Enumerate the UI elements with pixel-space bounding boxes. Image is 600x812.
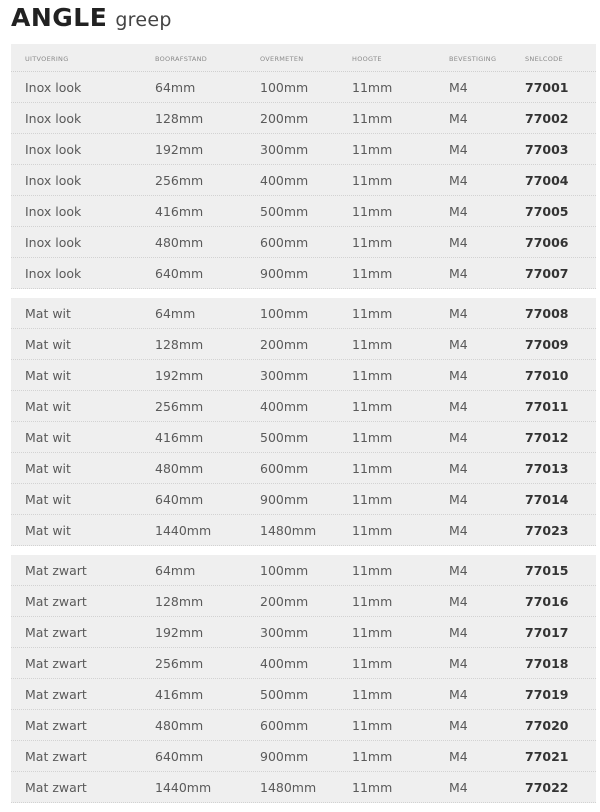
- cell-uitvoering: Inox look: [25, 235, 82, 250]
- cell-snelcode: 77010: [525, 368, 569, 383]
- cell-boorafstand: 192mm: [155, 625, 204, 640]
- cell-overmeten: 500mm: [260, 204, 309, 219]
- table-row: [11, 72, 596, 103]
- cell-boorafstand: 480mm: [155, 235, 204, 250]
- cell-boorafstand: 64mm: [155, 80, 196, 95]
- cell-overmeten: 500mm: [260, 430, 309, 445]
- cell-overmeten: 600mm: [260, 235, 309, 250]
- cell-snelcode: 77006: [525, 235, 569, 250]
- table-row: [11, 555, 596, 586]
- cell-snelcode: 77021: [525, 749, 569, 764]
- cell-bevestiging: M4: [449, 111, 468, 126]
- cell-snelcode: 77015: [525, 563, 569, 578]
- table-row: [11, 453, 596, 484]
- cell-uitvoering: Mat wit: [25, 399, 71, 414]
- cell-boorafstand: 256mm: [155, 399, 204, 414]
- page-title: [11, 3, 172, 41]
- table-row: [11, 772, 596, 803]
- cell-snelcode: 77011: [525, 399, 569, 414]
- cell-hoogte: 11mm: [352, 594, 393, 609]
- cell-bevestiging: M4: [449, 718, 468, 733]
- cell-overmeten: 100mm: [260, 563, 309, 578]
- cell-hoogte: 11mm: [352, 461, 393, 476]
- cell-hoogte: 11mm: [352, 337, 393, 352]
- cell-overmeten: 300mm: [260, 142, 309, 157]
- cell-boorafstand: 256mm: [155, 173, 204, 188]
- cell-bevestiging: M4: [449, 563, 468, 578]
- cell-overmeten: 600mm: [260, 718, 309, 733]
- cell-uitvoering: Inox look: [25, 142, 82, 157]
- cell-uitvoering: Inox look: [25, 204, 82, 219]
- cell-overmeten: 900mm: [260, 492, 309, 507]
- cell-boorafstand: 416mm: [155, 430, 204, 445]
- cell-bevestiging: M4: [449, 204, 468, 219]
- cell-bevestiging: M4: [449, 749, 468, 764]
- cell-snelcode: 77017: [525, 625, 569, 640]
- column-header-snelcode: SNELCODE: [525, 55, 563, 63]
- cell-snelcode: 77013: [525, 461, 569, 476]
- cell-hoogte: 11mm: [352, 111, 393, 126]
- cell-boorafstand: 128mm: [155, 337, 204, 352]
- cell-uitvoering: Mat wit: [25, 306, 71, 321]
- cell-boorafstand: 64mm: [155, 563, 196, 578]
- cell-overmeten: 900mm: [260, 749, 309, 764]
- table-row: [11, 586, 596, 617]
- cell-boorafstand: 640mm: [155, 492, 204, 507]
- cell-bevestiging: M4: [449, 594, 468, 609]
- cell-overmeten: 900mm: [260, 266, 309, 281]
- cell-boorafstand: 192mm: [155, 368, 204, 383]
- cell-bevestiging: M4: [449, 173, 468, 188]
- cell-snelcode: 77002: [525, 111, 569, 126]
- row-group: [11, 72, 596, 289]
- column-header-bevestiging: BEVESTIGING: [449, 55, 497, 63]
- cell-overmeten: 200mm: [260, 594, 309, 609]
- cell-overmeten: 100mm: [260, 306, 309, 321]
- cell-boorafstand: 128mm: [155, 111, 204, 126]
- cell-snelcode: 77004: [525, 173, 569, 188]
- cell-uitvoering: Mat zwart: [25, 563, 87, 578]
- cell-boorafstand: 1440mm: [155, 780, 212, 795]
- cell-overmeten: 400mm: [260, 173, 309, 188]
- title-product-name: ANGLE: [11, 3, 108, 32]
- column-header-overmeten: OVERMETEN: [260, 55, 304, 63]
- cell-bevestiging: M4: [449, 399, 468, 414]
- cell-snelcode: 77019: [525, 687, 569, 702]
- cell-bevestiging: M4: [449, 235, 468, 250]
- table-row: [11, 258, 596, 289]
- table-row: [11, 391, 596, 422]
- cell-hoogte: 11mm: [352, 173, 393, 188]
- cell-bevestiging: M4: [449, 430, 468, 445]
- cell-hoogte: 11mm: [352, 399, 393, 414]
- cell-hoogte: 11mm: [352, 718, 393, 733]
- cell-hoogte: 11mm: [352, 625, 393, 640]
- cell-snelcode: 77022: [525, 780, 569, 795]
- cell-snelcode: 77020: [525, 718, 569, 733]
- cell-uitvoering: Mat zwart: [25, 656, 87, 671]
- cell-hoogte: 11mm: [352, 235, 393, 250]
- cell-boorafstand: 416mm: [155, 687, 204, 702]
- table-row: [11, 679, 596, 710]
- cell-snelcode: 77018: [525, 656, 569, 671]
- cell-boorafstand: 480mm: [155, 461, 204, 476]
- cell-bevestiging: M4: [449, 492, 468, 507]
- cell-uitvoering: Mat zwart: [25, 594, 87, 609]
- table-row: [11, 648, 596, 679]
- cell-uitvoering: Mat wit: [25, 430, 71, 445]
- cell-hoogte: 11mm: [352, 430, 393, 445]
- cell-snelcode: 77005: [525, 204, 569, 219]
- table-row: [11, 515, 596, 546]
- cell-hoogte: 11mm: [352, 142, 393, 157]
- cell-uitvoering: Mat zwart: [25, 687, 87, 702]
- cell-uitvoering: Inox look: [25, 80, 82, 95]
- cell-uitvoering: Mat zwart: [25, 780, 87, 795]
- cell-uitvoering: Inox look: [25, 266, 82, 281]
- cell-overmeten: 600mm: [260, 461, 309, 476]
- column-header-uitvoering: UITVOERING: [25, 55, 69, 63]
- cell-boorafstand: 480mm: [155, 718, 204, 733]
- product-table: [11, 44, 596, 803]
- cell-overmeten: 500mm: [260, 687, 309, 702]
- cell-snelcode: 77023: [525, 523, 569, 538]
- cell-hoogte: 11mm: [352, 80, 393, 95]
- cell-uitvoering: Inox look: [25, 111, 82, 126]
- cell-uitvoering: Mat wit: [25, 368, 71, 383]
- table-row: [11, 741, 596, 772]
- cell-boorafstand: 1440mm: [155, 523, 212, 538]
- table-row: [11, 227, 596, 258]
- cell-overmeten: 100mm: [260, 80, 309, 95]
- table-row: [11, 329, 596, 360]
- cell-snelcode: 77009: [525, 337, 569, 352]
- cell-hoogte: 11mm: [352, 656, 393, 671]
- cell-bevestiging: M4: [449, 625, 468, 640]
- cell-hoogte: 11mm: [352, 306, 393, 321]
- cell-overmeten: 300mm: [260, 625, 309, 640]
- cell-snelcode: 77014: [525, 492, 569, 507]
- table-row: [11, 103, 596, 134]
- cell-bevestiging: M4: [449, 656, 468, 671]
- cell-boorafstand: 256mm: [155, 656, 204, 671]
- cell-uitvoering: Mat zwart: [25, 625, 87, 640]
- table-row: [11, 134, 596, 165]
- cell-overmeten: 300mm: [260, 368, 309, 383]
- cell-uitvoering: Mat zwart: [25, 749, 87, 764]
- cell-overmeten: 1480mm: [260, 780, 317, 795]
- column-header-hoogte: HOOGTE: [352, 55, 382, 63]
- cell-hoogte: 11mm: [352, 492, 393, 507]
- cell-bevestiging: M4: [449, 337, 468, 352]
- cell-overmeten: 200mm: [260, 111, 309, 126]
- cell-boorafstand: 416mm: [155, 204, 204, 219]
- cell-bevestiging: M4: [449, 780, 468, 795]
- cell-boorafstand: 128mm: [155, 594, 204, 609]
- cell-bevestiging: M4: [449, 266, 468, 281]
- cell-uitvoering: Mat zwart: [25, 718, 87, 733]
- row-group: [11, 555, 596, 803]
- cell-snelcode: 77001: [525, 80, 569, 95]
- cell-overmeten: 400mm: [260, 399, 309, 414]
- cell-uitvoering: Inox look: [25, 173, 82, 188]
- column-header-boorafstand: BOORAFSTAND: [155, 55, 208, 63]
- cell-snelcode: 77007: [525, 266, 569, 281]
- cell-snelcode: 77008: [525, 306, 569, 321]
- cell-hoogte: 11mm: [352, 204, 393, 219]
- cell-uitvoering: Mat wit: [25, 492, 71, 507]
- cell-hoogte: 11mm: [352, 523, 393, 538]
- cell-boorafstand: 640mm: [155, 266, 204, 281]
- cell-hoogte: 11mm: [352, 749, 393, 764]
- cell-uitvoering: Mat wit: [25, 461, 71, 476]
- group-separator: [11, 546, 596, 555]
- cell-bevestiging: M4: [449, 306, 468, 321]
- cell-boorafstand: 64mm: [155, 306, 196, 321]
- row-group: [11, 298, 596, 546]
- cell-hoogte: 11mm: [352, 780, 393, 795]
- cell-bevestiging: M4: [449, 687, 468, 702]
- cell-uitvoering: Mat wit: [25, 523, 71, 538]
- cell-hoogte: 11mm: [352, 368, 393, 383]
- cell-overmeten: 200mm: [260, 337, 309, 352]
- title-product-type: greep: [115, 9, 172, 31]
- cell-hoogte: 11mm: [352, 266, 393, 281]
- table-row: [11, 360, 596, 391]
- cell-bevestiging: M4: [449, 80, 468, 95]
- cell-snelcode: 77016: [525, 594, 569, 609]
- cell-snelcode: 77012: [525, 430, 569, 445]
- cell-bevestiging: M4: [449, 461, 468, 476]
- table-row: [11, 710, 596, 741]
- table-row: [11, 484, 596, 515]
- cell-overmeten: 400mm: [260, 656, 309, 671]
- table-row: [11, 422, 596, 453]
- table-row: [11, 165, 596, 196]
- cell-overmeten: 1480mm: [260, 523, 317, 538]
- cell-boorafstand: 640mm: [155, 749, 204, 764]
- group-separator: [11, 289, 596, 298]
- cell-uitvoering: Mat wit: [25, 337, 71, 352]
- cell-boorafstand: 192mm: [155, 142, 204, 157]
- cell-bevestiging: M4: [449, 142, 468, 157]
- table-row: [11, 617, 596, 648]
- cell-bevestiging: M4: [449, 523, 468, 538]
- table-row: [11, 298, 596, 329]
- cell-bevestiging: M4: [449, 368, 468, 383]
- cell-snelcode: 77003: [525, 142, 569, 157]
- table-row: [11, 196, 596, 227]
- cell-hoogte: 11mm: [352, 687, 393, 702]
- table-header: [11, 44, 596, 72]
- cell-hoogte: 11mm: [352, 563, 393, 578]
